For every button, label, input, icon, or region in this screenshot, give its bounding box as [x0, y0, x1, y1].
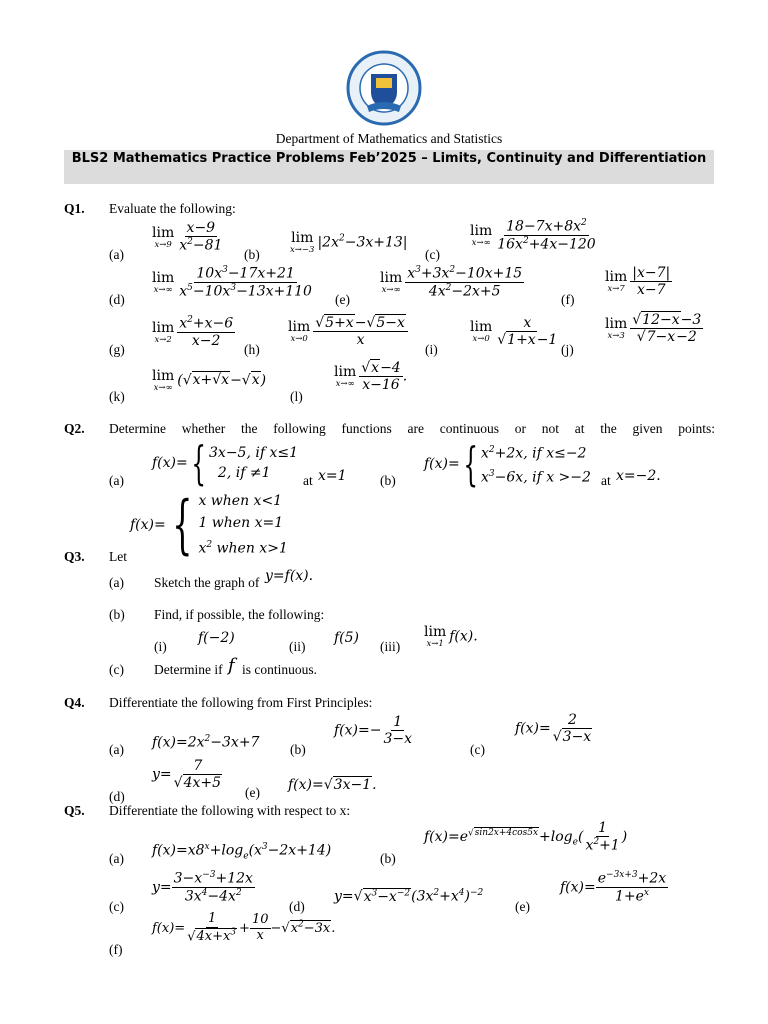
- q5-expr-c: y= $\frac{3-x^{-3}+12x}{3x^4-4x^2}$: [152, 870, 253, 905]
- q1-expr-f: lim x→7 $\frac{|x-7|}{x-7}$: [605, 265, 671, 299]
- department-heading: Department of Mathematics and Statistics: [275, 131, 503, 146]
- q5-text: Differentiate the following with respect to x:: [109, 803, 351, 818]
- q5-part-d: (d): [289, 899, 305, 914]
- q5-expr-e: f(x)= $\frac{e^{-3x+3}+2x}{1+e^x}$: [560, 870, 667, 905]
- q2-at-a: at: [303, 473, 313, 488]
- q1-expr-l: lim x→∞ $\frac{√x-4}{x-16}$ .: [334, 360, 408, 394]
- q3-a-text: Sketch the graph of: [154, 575, 260, 590]
- q2-label: Q2.: [64, 421, 85, 436]
- q1-part-c: (c): [425, 247, 440, 262]
- q5-expr-d: $y=√x^3-x^{-2}(3x^2+x^4)^{-2}$: [334, 888, 484, 905]
- q2-expr-a: f(x)= { 3x−5, if x≤1 2, if ≠1: [152, 436, 298, 490]
- q4-part-d: (d): [109, 789, 125, 804]
- page-title: BLS2 Mathematics Practice Problems Feb’2025 – Limits, Continuity and Differentiation: [64, 150, 714, 184]
- q3-b-text: Find, if possible, the following:: [154, 607, 325, 622]
- q4-expr-a: $f(x)=2x^2-3x+7$: [152, 734, 260, 751]
- q4-part-c: (c): [470, 742, 485, 757]
- q3-sub-i: (i): [154, 639, 167, 654]
- q1-part-k: (k): [109, 389, 125, 404]
- q3-a-expr: y=f(x).: [265, 568, 314, 584]
- q5-part-b: (b): [380, 851, 396, 866]
- q1-part-e: (e): [335, 292, 350, 307]
- q4-part-e: (e): [245, 785, 260, 800]
- q4-expr-c: f(x)= $\frac{2}{√3-x}$: [515, 712, 592, 746]
- q1-part-a: (a): [109, 247, 124, 262]
- q1-label: Q1.: [64, 201, 85, 216]
- q3-c-text1: Determine if: [154, 662, 223, 677]
- q3-expr-ii: f(5): [334, 630, 360, 646]
- q2-part-a: (a): [109, 473, 124, 488]
- q3-label: Q3.: [64, 549, 85, 564]
- q3-function: f(x)= { x when x<1 1 when x=1 $x^2$ when x>1: [130, 487, 288, 562]
- q1-part-f: (f): [561, 292, 575, 307]
- q4-expr-b: f(x)=− $\frac{1}{3-x}$: [334, 714, 413, 748]
- q4-part-a: (a): [109, 742, 124, 757]
- q5-part-c: (c): [109, 899, 124, 914]
- q1-part-j: (j): [561, 342, 574, 357]
- q1-text: Evaluate the following:: [109, 201, 236, 216]
- q4-part-b: (b): [290, 742, 306, 757]
- q1-expr-h: lim x→0 $\frac{√5+x-√5-x}{x}$: [288, 315, 408, 348]
- q4-expr-d: y= $\frac{7}{√4x+5}$: [152, 758, 222, 792]
- q1-part-g: (g): [109, 342, 125, 357]
- q3-c-text2: is continuous.: [242, 662, 318, 677]
- q1-expr-j: lim x→3 $\frac{√12-x-3}{√7-x-2}$: [605, 312, 702, 346]
- q1-expr-k: lim x→∞ (√x+√x−√x): [152, 368, 267, 393]
- q1-part-d: (d): [109, 292, 125, 307]
- q3-let: Let: [109, 549, 127, 564]
- q1-expr-d: lim x→∞ $\frac{10x^3-17x+21}{x^5-10x^3-13x+110}$: [152, 265, 312, 300]
- q4-expr-e: f(x)=√3x−1.: [288, 777, 377, 793]
- q3-sub-iii: (iii): [380, 639, 401, 654]
- q2-at-b: at: [601, 473, 611, 488]
- q5-part-e: (e): [515, 899, 530, 914]
- university-logo: [345, 44, 423, 134]
- q5-part-f: (f): [109, 942, 123, 957]
- q5-expr-b: $f(x)=e^{√sin2x+4cos5x}+\log_e$( $\frac{1}{x^2+1}$ ): [424, 820, 628, 854]
- q2-point-b: x=−2.: [616, 468, 661, 484]
- q1-part-i: (i): [425, 342, 438, 357]
- q3-sub-ii: (ii): [289, 639, 306, 654]
- q1-expr-i: lim x→0 $\frac{x}{√1+x-1}$: [470, 315, 558, 349]
- q3-part-c: (c): [109, 662, 124, 677]
- q2-expr-b: f(x)= { $x^2+2x$, if x≤−2 $x^3-6x$, if x >−2: [424, 436, 591, 491]
- q1-expr-b: lim x→−3 $|2x^2-3x+13|$: [290, 230, 408, 255]
- q4-label: Q4.: [64, 695, 85, 710]
- q3-part-a: (a): [109, 575, 124, 590]
- q4-text: Differentiate the following from First Principles:: [109, 695, 373, 710]
- q1-expr-e: lim x→∞ $\frac{x^3+3x^2-10x+15}{4x^2-2x+5}$: [380, 265, 523, 300]
- q1-part-h: (h): [244, 342, 260, 357]
- q5-expr-f: f(x)= $\frac{1}{√4x+x^3}$ + $\frac{10}{x}$ $-√x^2-3x$.: [152, 911, 336, 945]
- q5-label: Q5.: [64, 803, 85, 818]
- q2-text: Determine whether the following functions are continuous or not at the given points:: [109, 421, 715, 436]
- q3-expr-iii: lim x→1 f(x).: [424, 624, 478, 649]
- q1-part-b: (b): [244, 247, 260, 262]
- q3-c-f: f: [228, 655, 235, 676]
- q1-expr-a: lim x→9 $\frac{x-9}{x^2-81}$: [152, 220, 223, 254]
- q5-expr-a: $f(x)=x8^x+\log_e(x^3-2x+14)$: [152, 842, 332, 862]
- q2-point-a: x=1: [318, 468, 347, 484]
- q5-part-a: (a): [109, 851, 124, 866]
- q1-part-l: (l): [290, 389, 303, 404]
- q1-expr-g: lim x→2 $\frac{x^2+x-6}{x-2}$: [152, 315, 234, 349]
- q1-expr-c: lim x→∞ $\frac{18-7x+8x^2}{16x^2+4x-120}$: [470, 218, 596, 253]
- q2-part-b: (b): [380, 473, 396, 488]
- q3-expr-i: f(−2): [198, 630, 235, 646]
- q3-part-b: (b): [109, 607, 125, 622]
